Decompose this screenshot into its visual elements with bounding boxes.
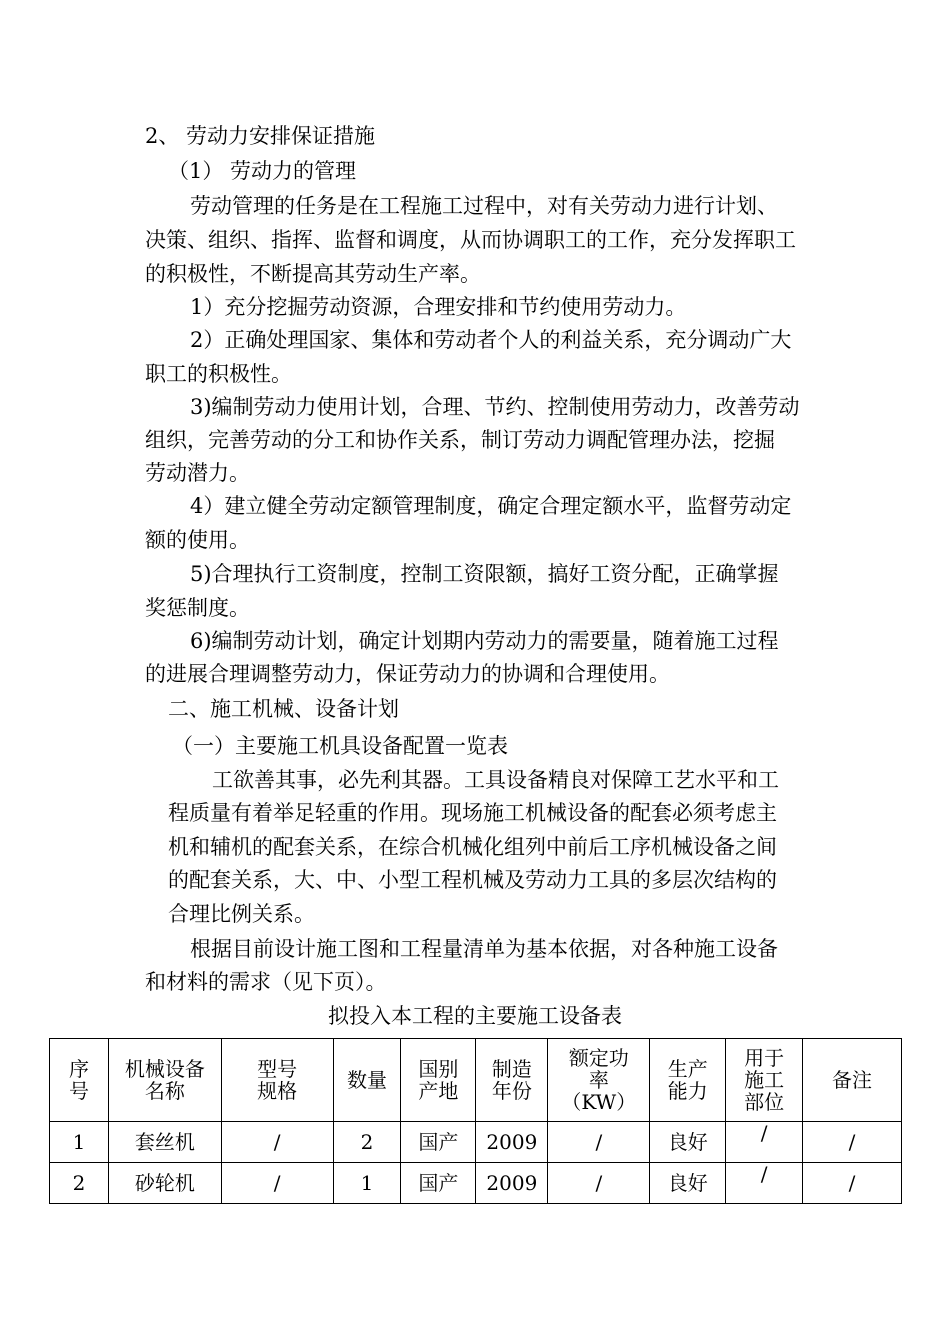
text-line: 的积极性，不断提高其劳动生产率。 [145, 262, 481, 286]
table-row [50, 1163, 902, 1204]
table-cell: / [726, 1163, 803, 1204]
text-line: 根据目前设计施工图和工程量清单为基本依据，对各种施工设备 [190, 937, 778, 961]
table-cell: 套丝机 [108, 1122, 221, 1163]
header-cell: 用于 施工 部位 [726, 1039, 803, 1122]
header-cell: 国别 产地 [401, 1039, 476, 1122]
section-heading: 二、施工机械、设备计划 [168, 697, 399, 721]
text-line: 1）充分挖掘劳动资源，合理安排和节约使用劳动力。 [190, 295, 687, 319]
table-cell: / [548, 1122, 650, 1163]
table-cell: 1 [333, 1163, 401, 1204]
text-line: 3)编制劳动力使用计划，合理、节约、控制使用劳动力，改善劳动 [190, 395, 800, 419]
header-cell: 序 号 [50, 1039, 109, 1122]
text-line: 合理比例关系。 [168, 902, 315, 926]
text-line: 组织，完善劳动的分工和协作关系，制订劳动力调配管理办法，挖掘 [145, 428, 775, 452]
table-cell: 1 [50, 1122, 109, 1163]
table-cell: 国产 [401, 1122, 476, 1163]
text-line: 劳动管理的任务是在工程施工过程中，对有关劳动力进行计划、 [190, 194, 778, 218]
text-line: 2、 劳动力安排保证措施 [145, 124, 376, 148]
table-cell: / [803, 1163, 902, 1204]
header-cell: 型号 规格 [221, 1039, 333, 1122]
text-line: 程质量有着举足轻重的作用。现场施工机械设备的配套必须考虑主 [168, 801, 777, 825]
header-cell: 生产 能力 [650, 1039, 726, 1122]
text-line: （1） 劳动力的管理 [168, 159, 357, 183]
header-cell: 机械设备 名称 [108, 1039, 221, 1122]
text-line: 奖惩制度。 [145, 596, 250, 620]
table-cell: / [221, 1122, 333, 1163]
header-cell: 数量 [333, 1039, 401, 1122]
table-cell: 2 [50, 1163, 109, 1204]
header-cell: 制造 年份 [476, 1039, 548, 1122]
subsection-heading: （一）主要施工机具设备配置一览表 [172, 734, 508, 758]
text-line: 的进展合理调整劳动力，保证劳动力的协调和合理使用。 [145, 662, 670, 686]
text-line: 6)编制劳动计划，确定计划期内劳动力的需要量，随着施工过程 [190, 629, 779, 653]
table-cell: / [221, 1163, 333, 1204]
header-cell: 备注 [803, 1039, 902, 1122]
table-cell: / [548, 1163, 650, 1204]
table-cell: 良好 [650, 1163, 726, 1204]
header-cell: 额定功 率 （KW） [548, 1039, 650, 1122]
table-cell: 砂轮机 [108, 1163, 221, 1204]
text-line: 额的使用。 [145, 528, 250, 552]
text-line: 决策、组织、指挥、监督和调度，从而协调职工的工作，充分发挥职工 [145, 228, 796, 252]
text-line: 劳动潜力。 [145, 461, 250, 485]
table-cell: 2009 [476, 1163, 548, 1204]
table-cell: 良好 [650, 1122, 726, 1163]
text-line: 2）正确处理国家、集体和劳动者个人的利益关系，充分调动广大 [190, 328, 792, 352]
table-cell: / [726, 1122, 803, 1163]
text-line: 职工的积极性。 [145, 362, 292, 386]
table-title: 拟投入本工程的主要施工设备表 [328, 1004, 622, 1028]
text-line: 5)合理执行工资制度，控制工资限额，搞好工资分配，正确掌握 [190, 562, 779, 586]
text-line: 机和辅机的配套关系，在综合机械化组列中前后工序机械设备之间 [168, 835, 777, 859]
text-line: 和材料的需求（见下页）。 [145, 970, 387, 994]
table-cell: 2009 [476, 1122, 548, 1163]
table-cell: 国产 [401, 1163, 476, 1204]
table-row [50, 1122, 902, 1163]
text-line: 的配套关系，大、中、小型工程机械及劳动力工具的多层次结构的 [168, 868, 777, 892]
table-cell: / [803, 1122, 902, 1163]
text-line: 工欲善其事，必先利其器。工具设备精良对保障工艺水平和工 [212, 768, 779, 792]
text-line: 4）建立健全劳动定额管理制度，确定合理定额水平，监督劳动定 [190, 494, 792, 518]
equipment-table [49, 1038, 902, 1204]
table-cell: 2 [333, 1122, 401, 1163]
table-header-row [50, 1039, 902, 1122]
